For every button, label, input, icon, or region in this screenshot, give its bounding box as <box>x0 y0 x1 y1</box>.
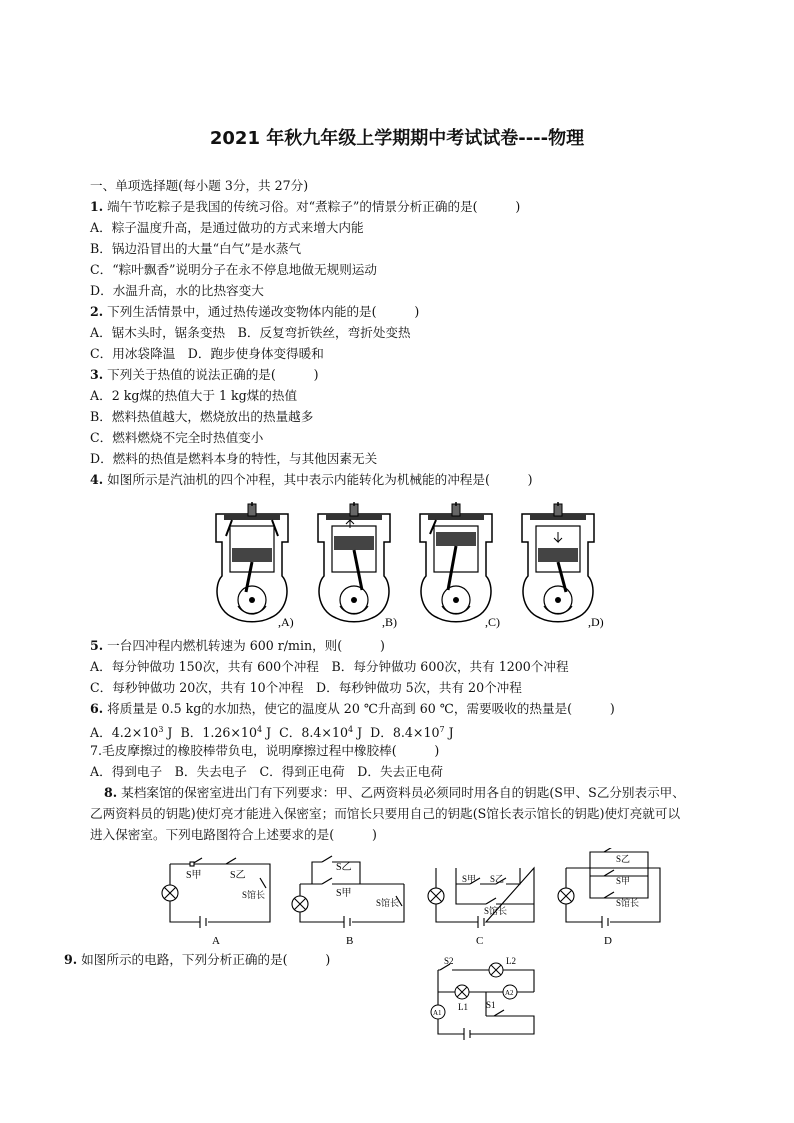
engine-b <box>318 502 397 629</box>
q3-stem-line <box>90 367 319 383</box>
engine-d-label: ,D) <box>588 615 604 629</box>
q5-stem-line <box>90 638 385 654</box>
q8-line-3: 进入保密室。下列电路图符合上述要求的是( ) <box>90 827 377 842</box>
q3-number: 3. <box>90 367 104 382</box>
engine-d <box>522 502 604 629</box>
circuit-c-label: C <box>476 935 484 947</box>
circuit-d-s-guan: S馆长 <box>616 898 640 908</box>
engine-c <box>420 502 500 629</box>
q6-a-exponent: 3 <box>158 725 164 734</box>
circuit-b-label: B <box>346 935 354 947</box>
q1-option-c: C．“粽叶飘香”说明分子在永不停息地做无规则运动 <box>90 262 377 277</box>
q6-d-exponent: 7 <box>439 725 445 734</box>
circuit-c-s-yi: S乙 <box>490 874 505 884</box>
circuit-d-label: D <box>604 935 612 947</box>
circuit-a-s-guan: S馆长 <box>242 890 266 900</box>
q5-stem: 一台四冲程内燃机转速为 600 r/min，则( ) <box>107 638 385 653</box>
q6-b-unit: J <box>266 725 272 741</box>
circuit-d-s-jia: S甲 <box>616 876 631 886</box>
q3-option-a: A．2 kg煤的热值大于 1 kg煤的热值 <box>90 388 298 403</box>
circuit-b-s-yi: S乙 <box>336 862 352 873</box>
q6-b-value: 1.26×10 <box>202 725 257 741</box>
q8-circuits-figure <box>150 848 670 948</box>
q4-number: 4. <box>90 472 104 487</box>
q2-stem-line <box>90 304 419 320</box>
circuit-d-s-yi: S乙 <box>616 854 631 864</box>
engine-a <box>216 502 294 629</box>
q1-stem: 端午节吃粽子是我国的传统习俗。对“煮粽子”的情景分析正确的是( ) <box>107 199 521 214</box>
q2-number: 2. <box>90 304 104 319</box>
q9-l1-label: L1 <box>458 1002 468 1012</box>
q8-line-1 <box>104 785 685 801</box>
q9-circuit-figure <box>420 954 550 1044</box>
q9-a2-label: A2 <box>505 989 514 997</box>
q7-stem-line <box>90 743 439 759</box>
circuit-b-s-guan: S馆长 <box>376 898 400 908</box>
q6-d-unit: J <box>448 725 454 741</box>
page-title: 2021 年秋九年级上学期期中考试试卷----物理 <box>209 128 585 149</box>
q1-option-b: B．锅边沿冒出的大量“白气”是水蒸气 <box>90 241 302 256</box>
q8-text-1: 某档案馆的保密室进出门有下列要求：甲、乙两资料员必须同时用各自的钥匙(S甲、S乙分别表示甲、 <box>121 785 685 800</box>
q2-stem: 下列生活情景中，通过热传递改变物体内能的是( ) <box>107 304 420 319</box>
q6-a-unit: J <box>167 725 173 741</box>
q6-stem-line <box>90 701 615 717</box>
q5-options-ab: A．每分钟做功 150次，共有 600个冲程 B．每分钟做功 600次，共有 1200个冲程 <box>90 659 569 674</box>
q9-l2-label: L2 <box>506 956 516 966</box>
q6-a-value: 4.2×10 <box>111 725 159 741</box>
q1-option-a: A．粽子温度升高，是通过做功的方式来增大内能 <box>90 220 364 235</box>
q8-line-2: 乙两资料员的钥匙)使灯亮才能进入保密室；而馆长只要用自己的钥匙(S馆长表示馆长的钥匙)使灯亮就可以 <box>90 806 681 821</box>
q6-b-exponent: 4 <box>256 725 263 734</box>
q9-stem-line <box>64 952 330 968</box>
q6-d-value: 8.4×10 <box>392 725 440 741</box>
q7-number: 7. <box>90 743 103 758</box>
q6-c-exponent: 4 <box>348 725 354 734</box>
q6-number: 6. <box>90 701 104 716</box>
circuit-a-s-jia: S甲 <box>186 870 202 881</box>
circuit-a-label: A <box>212 935 220 947</box>
q3-option-d: D．燃料的热值是燃料本身的特性，与其他因素无关 <box>90 451 378 466</box>
circuit-a-s-yi: S乙 <box>230 870 246 881</box>
q3-stem: 下列关于热值的说法正确的是( ) <box>107 367 319 382</box>
q1-option-d: D．水温升高，水的比热容变大 <box>90 283 264 298</box>
q8-number: 8. <box>104 785 118 800</box>
circuit-c-s-guan: S馆长 <box>484 906 508 916</box>
q5-options-cd: C．每秒钟做功 20次，共有 10个冲程 D．每秒钟做功 5次，共有 20个冲程 <box>90 680 522 695</box>
q6-options: A．$4.2\times 10^3$ J B．$1.26\times 10^4$ J C．$8.4\times 10^4$ J D．$8.4\times 10^7$ J <box>90 725 454 741</box>
engine-c-label: ,C) <box>485 615 500 629</box>
q3-option-c: C．燃料燃烧不完全时热值变小 <box>90 430 264 445</box>
q2-options-ab: A．锯木头时，锯条变热 B．反复弯折铁丝，弯折处变热 <box>90 325 411 340</box>
q6-stem: 将质量是 0.5 kg的水加热，使它的温度从 20 ℃升高到 60 ℃，需要吸收的热量是( ) <box>107 701 615 716</box>
q5-number: 5. <box>90 638 104 653</box>
q6-c-value: 8.4×10 <box>301 725 348 741</box>
q9-s2-label: S2 <box>444 956 454 966</box>
q9-s1-label: S1 <box>486 1000 496 1010</box>
q3-option-b: B．燃料热值越大，燃烧放出的热量越多 <box>90 409 314 424</box>
engine-b-label: ,B) <box>382 615 397 629</box>
q7-stem: 毛皮摩擦过的橡胶棒带负电，说明摩擦过程中橡胶棒( ) <box>102 743 440 758</box>
engine-a-label: ,A) <box>278 615 294 629</box>
circuit-c <box>428 868 534 928</box>
q1-stem-line <box>90 199 520 215</box>
q9-number: 9. <box>64 952 78 967</box>
q4-stem-line <box>90 472 533 488</box>
q2-options-cd: C．用冰袋降温 D．跑步使身体变得暖和 <box>90 346 324 361</box>
circuit-b-s-jia: S甲 <box>336 888 352 899</box>
q6-c-unit: J <box>357 725 363 741</box>
section-heading: 一、单项选择题(每小题 3分，共 27分) <box>90 178 309 193</box>
q4-stem: 如图所示是汽油机的四个冲程，其中表示内能转化为机械能的冲程是( ) <box>107 472 533 487</box>
circuit-d <box>558 848 660 928</box>
circuit-c-s-jia: S甲 <box>462 874 477 884</box>
q9-a1-label: A1 <box>433 1009 442 1017</box>
engine-strokes-figure <box>200 502 620 630</box>
q9-stem: 如图所示的电路，下列分析正确的是( ) <box>81 952 331 967</box>
q1-number: 1. <box>90 199 104 214</box>
q7-options: A．得到电子 B．失去电子 C．得到正电荷 D．失去正电荷 <box>90 764 443 779</box>
